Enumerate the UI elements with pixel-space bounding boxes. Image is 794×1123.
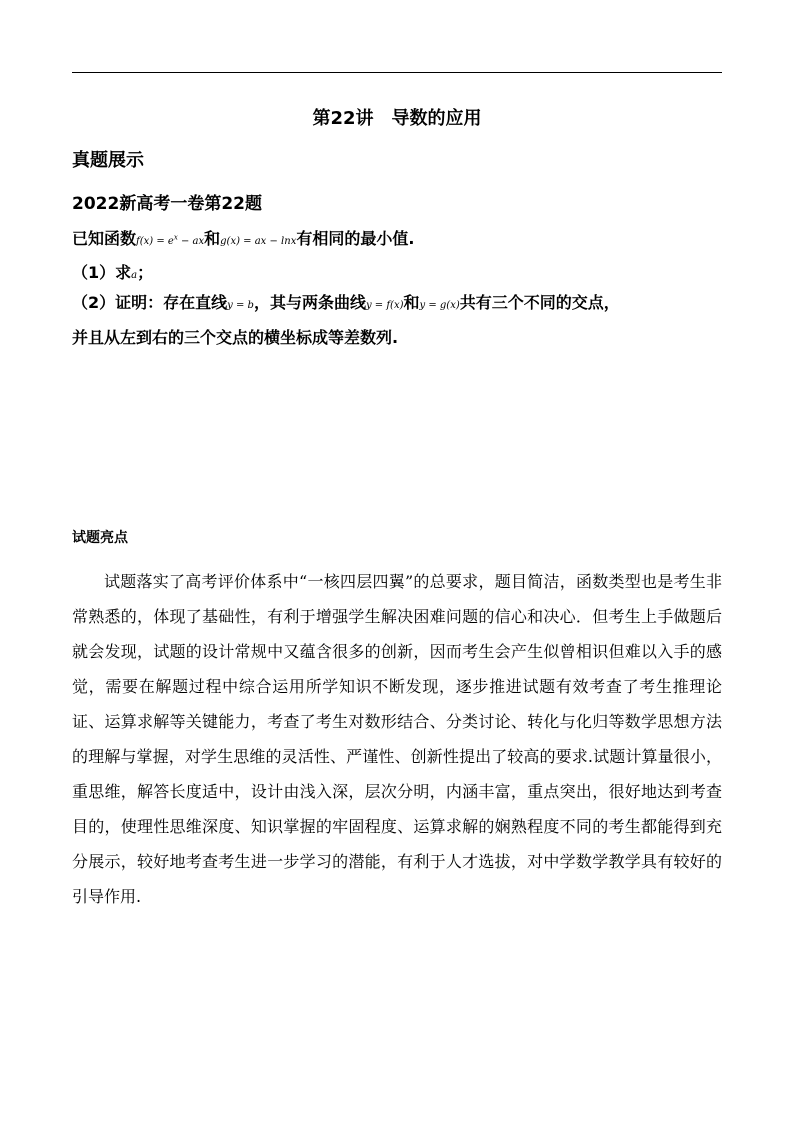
problem-text-pre: 已知函数: [72, 229, 137, 248]
header-rule: [72, 72, 722, 73]
highlights-paragraph: 试题落实了高考评价体系中“一核四层四翼”的总要求，题目简洁，函数类型也是考生非常熟悉的，体现了基础性，有利于增强学生解决困难问题的信心和决心．但考生上手做题后就会发现，试题的设计常规中又蕴含很多的创新，因而考生会产生似曾相识但难以入手的感觉，需要在解题过程中综合运用所学知识不断发现，逐步推进试题有效考查了考生推理论证、运算求解等关键能力，考查了考生对数形结合、分类讨论、转化与化归等数学思想方法的理解与掌握，对学生思维的灵活性、严谨性、创新性提出了较高的要求.试题计算量很小，重思维，解答长度适中，设计由浅入深，层次分明，内涵丰富，重点突出，很好地达到考查目的，使理性思维深度、知识掌握的牢固程度、运算求解的娴熟程度不同的考生都能得到充分展示，较好地考查考生进一步学习的潜能，有利于人才选拔，对中学数学教学具有较好的引导作用.: [72, 572, 722, 906]
formula-g: g(x) = ax − lnx: [220, 236, 297, 247]
formula-f: $f(x) = e^x$ − ax: [136, 233, 205, 247]
section-heading-highlights: 试题亮点: [72, 530, 128, 546]
problem-text-post: 有相同的最小值.: [296, 229, 415, 248]
problem-text-and: 和: [204, 229, 221, 248]
formula-y-f: y = f(x): [365, 300, 404, 311]
formula-y-b: y = b: [227, 300, 254, 311]
formula-y-g: y = g(x): [419, 300, 460, 311]
section-heading-real-problems: 真题展示: [72, 150, 144, 171]
problem-statement: [72, 226, 414, 249]
problem-part-2: （2）证明：存在直线y = b，其与两条曲线y = f(x)和y = g(x)共有三个不同的交点，: [72, 293, 620, 312]
page-title: 第22讲 导数的应用: [312, 108, 482, 129]
problem-part-1: （1）求a；: [72, 263, 154, 282]
exam-heading: 2022新高考一卷第22题: [72, 194, 262, 214]
formula-a: a: [131, 270, 138, 281]
problem-part-2-continued: 并且从左到右的三个交点的横坐标成等差数列.: [72, 328, 399, 347]
